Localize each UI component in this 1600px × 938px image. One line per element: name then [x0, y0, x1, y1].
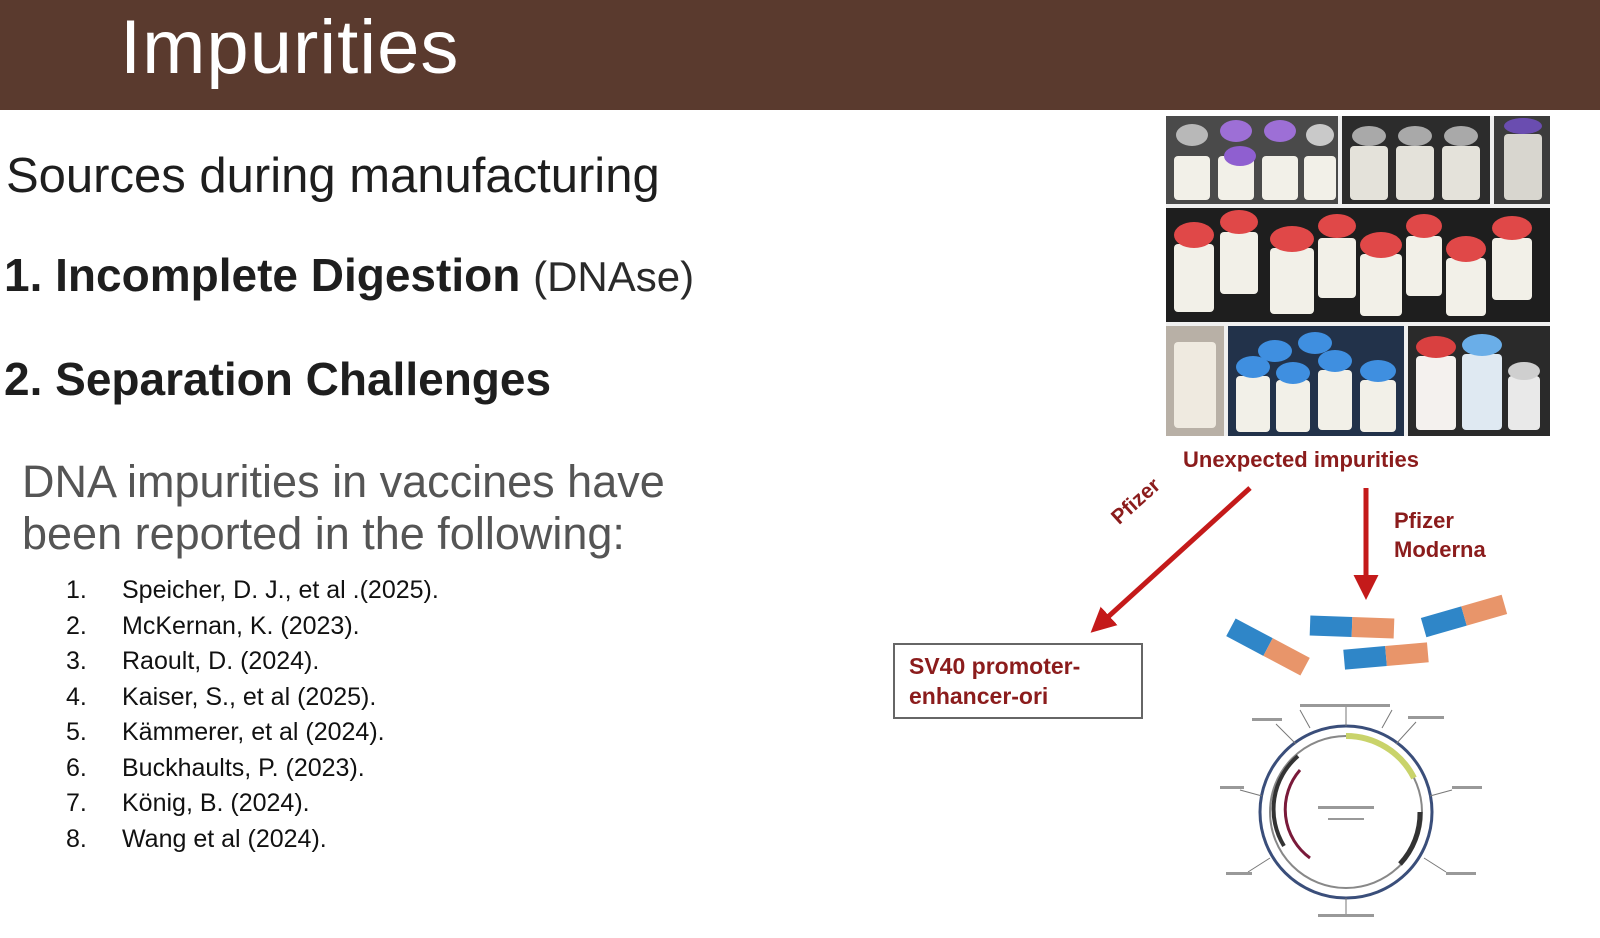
reference-text: McKernan, K. (2023). — [122, 611, 360, 640]
dna-text-line-2: been reported in the following: — [22, 508, 625, 559]
dna-fragment — [1343, 642, 1428, 669]
reference-number: 6. — [66, 753, 87, 782]
reference-number: 7. — [66, 789, 87, 817]
sv40-box-line-2: enhancer-ori — [909, 683, 1049, 709]
reference-text: Kaiser, S., et al (2025). — [122, 682, 377, 711]
reference-text: Raoult, D. (2024). — [122, 647, 320, 675]
arrow-label-right-line-1: Pfizer — [1394, 508, 1454, 533]
plasmid-map — [1220, 704, 1482, 917]
reference-number: 1. — [66, 576, 87, 604]
reference-number: 2. — [66, 611, 87, 640]
reference-text: Buckhaults, P. (2023). — [122, 753, 365, 782]
arrow-label-left: Pfizer — [1107, 473, 1165, 530]
sv40-box-line-1: SV40 promoter- — [909, 653, 1081, 679]
arrow-to-sv40 — [1098, 488, 1250, 626]
reference-number: 8. — [66, 824, 87, 853]
point-label: 2. Separation Challenges — [4, 353, 552, 405]
dna-fragment — [1310, 616, 1395, 639]
reference-number: 5. — [66, 718, 87, 746]
dna-fragment — [1421, 595, 1507, 637]
reference-number: 4. — [66, 682, 87, 711]
reference-text: Wang et al (2024). — [122, 824, 327, 853]
reference-text: König, B. (2024). — [122, 789, 310, 817]
reference-number: 3. — [66, 647, 87, 675]
point-label: 1. Incomplete Digestion — [4, 249, 521, 301]
slide-title: Impurities — [120, 5, 460, 90]
dna-text-line-1: DNA impurities in vaccines have — [22, 456, 665, 507]
reference-text: Speicher, D. J., et al .(2025). — [122, 576, 439, 604]
reference-text: Kämmerer, et al (2024). — [122, 718, 385, 746]
dna-fragment — [1226, 618, 1310, 675]
figure-caption: Unexpected impurities — [1183, 447, 1419, 472]
point-paren: (DNAse) — [533, 253, 695, 300]
subtitle: Sources during manufacturing — [6, 149, 660, 203]
arrow-label-right-line-2: Moderna — [1394, 537, 1486, 562]
